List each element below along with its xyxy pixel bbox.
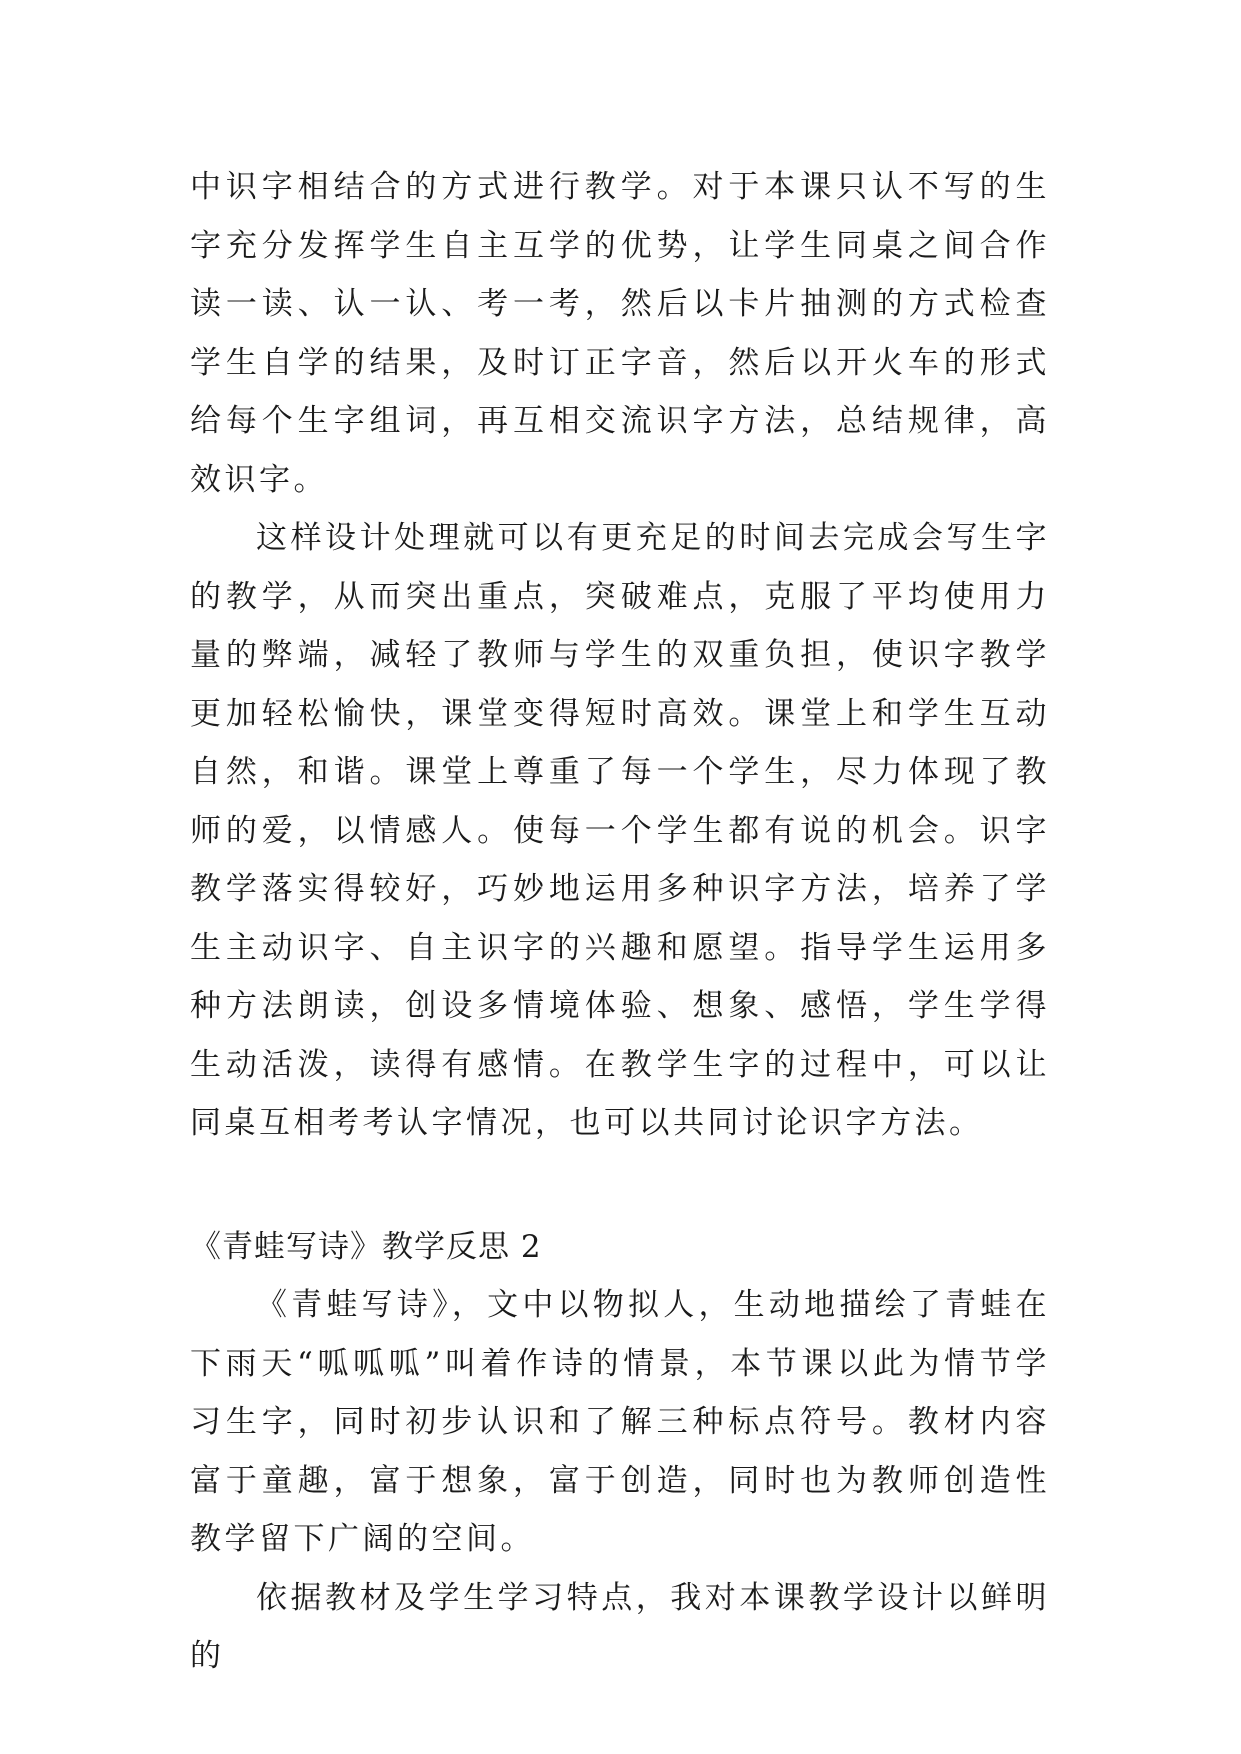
paragraph-intro: 《青蛙写诗》，文中以物拟人，生动地描绘了青蛙在下雨天“呱呱呱”叫着作诗的情景，本节课以此为情节学习生字，同时初步认识和了解三种标点符号。教材内容富于童趣，富于想象，富于创造，同时也为教师创造性教学留下广阔的空间。 <box>190 1287 1050 1557</box>
paragraph-design: 依据教材及学生学习特点，我对本课教学设计以鲜明的 <box>190 1579 1050 1674</box>
document-body <box>190 158 1050 1686</box>
paragraph-continued: 中识字相结合的方式进行教学。对于本课只认不写的生字充分发挥学生自主互学的优势，让学生同桌之间合作读一读、认一认、考一考，然后以卡片抽测的方式检查学生自学的结果，及时订正字音，然后以开火车的形式给每个生字组词，再互相交流识字方法，总结规律，高效识字。 <box>190 169 1050 498</box>
paragraph-reflection: 这样设计处理就可以有更充足的时间去完成会写生字的教学，从而突出重点，突破难点，克服了平均使用力量的弊端，减轻了教师与学生的双重负担，使识字教学更加轻松愉快，课堂变得短时高效。课堂上和学生互动自然，和谐。课堂上尊重了每一个学生，尽力体现了教师的爱，以情感人。使每一个学生都有说的机会。识字教学落实得较好，巧妙地运用多种识字方法，培养了学生主动识字、自主识字的兴趣和愿望。指导学生运用多种方法朗读，创设多情境体验、想象、感悟，学生学得生动活泼，读得有感情。在教学生字的过程中，可以让同桌互相考考认字情况，也可以共同讨论识字方法。 <box>190 520 1050 1141</box>
section-title: 《青蛙写诗》教学反思 2 <box>190 1228 542 1265</box>
